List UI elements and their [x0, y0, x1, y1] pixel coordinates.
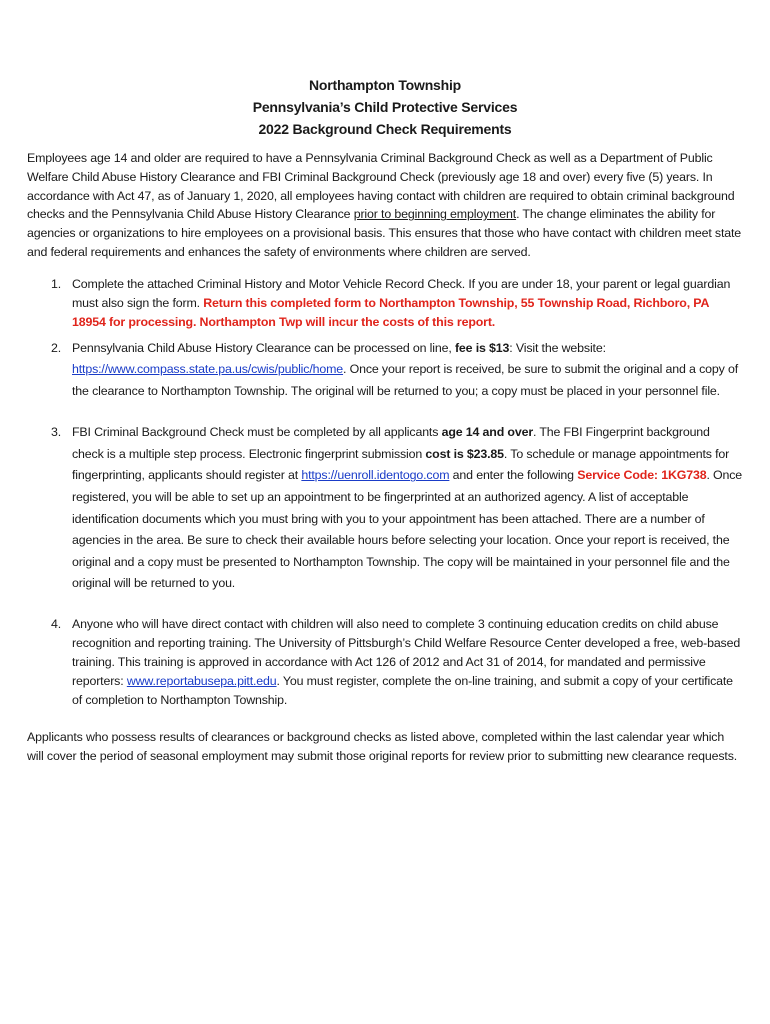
- identogo-link[interactable]: https://uenroll.identogo.com: [301, 468, 450, 483]
- list-number: 3.: [51, 425, 62, 440]
- step2-text-1: Pennsylvania Child Abuse History Clearance can be processed on line,: [72, 340, 455, 355]
- step2-fee: fee is $13: [454, 340, 510, 355]
- list-number: 1.: [51, 276, 62, 291]
- title-line-township: Northampton Township: [308, 77, 462, 93]
- requirements-list: [27, 275, 743, 711]
- title-line-requirements: 2022 Background Check Requirements: [258, 121, 512, 137]
- intro-text-2: . The change eliminates the ability for agencies or organizations to hire employees on a provisional basis. This ensures that those who have contact with children meet state and federal requirements and enhances the safety of environments where children are served.: [27, 207, 742, 259]
- step1-return-instructions: Return this completed form to Northampton Township, 55 Township Road, Richboro, PA 18954 for processing. Northampton Twp will incur the costs of this report.: [72, 295, 709, 329]
- intro-underlined-text: prior to beginning employment: [353, 207, 517, 222]
- step3-text-2: . The FBI Fingerprint background check is a multiple step process. Electronic fingerprint submission: [72, 425, 710, 461]
- document-page: [27, 74, 743, 766]
- intro-text-1: Employees age 14 and older are required to have a Pennsylvania Criminal Background Check as well as a Department of Public Welfare Child Abuse History Clearance and FBI Criminal Background Check (previously age 18 and over) every five (5) years. In accordance with Act 47, as of January 1, 2020, all employees having contact with children are required to obtain criminal background checks and the Pennsylvania Child Abuse History Clearance: [27, 151, 735, 222]
- step1-text: Complete the attached Criminal History and Motor Vehicle Record Check. If you are under 18, your parent or legal guardian must also sign the form.: [72, 276, 731, 310]
- step4-text-1: Anyone who will have direct contact with children will also need to complete 3 continuing education credits on child abuse recognition and reporting training. The University of Pittsburgh’s Child Welfare Resource Center developed a free, web-based training. This training is approved in accordance with Act 126 of 2012 and Act 31 of 2014, for mandated and permissive reporters:: [72, 617, 741, 689]
- title-line-services: Pennsylvania’s Child Protective Services: [252, 99, 518, 115]
- list-number: 2.: [51, 340, 62, 355]
- reportabuse-link[interactable]: www.reportabusepa.pitt.edu: [126, 674, 277, 689]
- step3-age-requirement: age 14 and over: [441, 425, 533, 440]
- step3-text-3: . To schedule or manage appointments for fingerprinting, applicants should register at: [72, 446, 730, 483]
- compass-website-link[interactable]: https://www.compass.state.pa.us/cwis/public/home: [72, 362, 344, 377]
- step4-text-2: . You must register, complete the on-line training, and submit a copy of your certificate of completion to Northampton Township.: [72, 674, 733, 708]
- list-item-child-abuse-clearance: [27, 338, 743, 403]
- step3-cost: cost is $23.85: [425, 446, 504, 461]
- intro-paragraph: [27, 149, 743, 262]
- list-number: 4.: [51, 617, 62, 632]
- closing-paragraph: Applicants who possess results of clearances or background checks as listed above, completed within the last calendar year which will cover the period of seasonal employment may submit those original reports for review prior to submitting new clearance requests.: [27, 729, 738, 763]
- step3-text-4: and enter the following: [449, 468, 578, 483]
- step3-text-1: FBI Criminal Background Check must be completed by all applicants: [72, 425, 442, 440]
- step2-text-2: : Visit the website:: [509, 340, 606, 355]
- step2-text-3: . Once your report is received, be sure to submit the original and a copy of the clearance to Northampton Township. The original will be returned to you; a copy must be placed in your personnel file.: [72, 362, 738, 398]
- document-title: [27, 74, 743, 140]
- list-item-fbi-check: [27, 422, 743, 595]
- list-item-training: [27, 615, 743, 710]
- step3-service-code: Service Code: 1KG738: [577, 468, 707, 483]
- list-item-criminal-history: [27, 275, 743, 332]
- step3-text-5: . Once registered, you will be able to set up an appointment to be fingerprinted at an authorized agency. A list of acceptable identification documents which you must bring with you to your appointment has been attached. There are a number of agencies in the area. Be sure to check their available hours before selecting your location. Once your report is received, the original and a copy must be presented to Northampton Township. The copy will be maintained in your personnel file and the original will be returned to you.: [72, 468, 743, 591]
